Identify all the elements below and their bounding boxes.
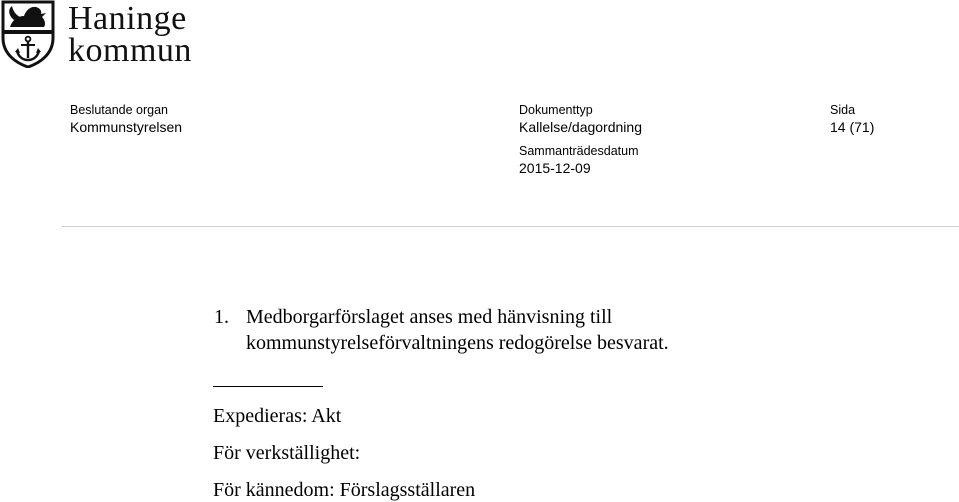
page-label: Sida: [830, 103, 856, 117]
bird-anchor-shield-icon: [0, 0, 56, 68]
decision-number: 1.: [214, 306, 229, 328]
haninge-logo: [0, 0, 220, 70]
dispatch-divider: [213, 386, 323, 387]
doctype-label: Dokumenttyp: [519, 103, 593, 117]
dispatch-expedieras: Expedieras: Akt: [213, 405, 342, 427]
logo-text-kommun: kommun: [68, 32, 192, 69]
date-value: 2015-12-09: [519, 160, 591, 176]
date-block: [519, 143, 639, 177]
organ-block: [70, 102, 182, 136]
organ-value: Kommunstyrelsen: [70, 119, 183, 135]
page-value: 14 (71): [830, 119, 875, 135]
header-divider: [62, 226, 959, 227]
decision-text-line1: Medborgarförslaget anses med hänvisning till: [246, 306, 613, 328]
organ-label: Beslutande organ: [70, 103, 168, 117]
doctype-value: Kallelse/dagordning: [519, 119, 642, 135]
logo-text-haninge: Haninge: [68, 0, 187, 37]
date-label: Sammanträdesdatum: [519, 144, 639, 158]
dispatch-kannedom: För kännedom: Förslagsställaren: [213, 479, 476, 501]
doctype-block: [519, 102, 642, 136]
decision-text-line2: kommunstyrelseförvaltningens redogörelse besvarat.: [246, 332, 669, 354]
dispatch-verkstallighet: För verkställighet:: [213, 442, 361, 464]
page-block: [830, 102, 874, 136]
